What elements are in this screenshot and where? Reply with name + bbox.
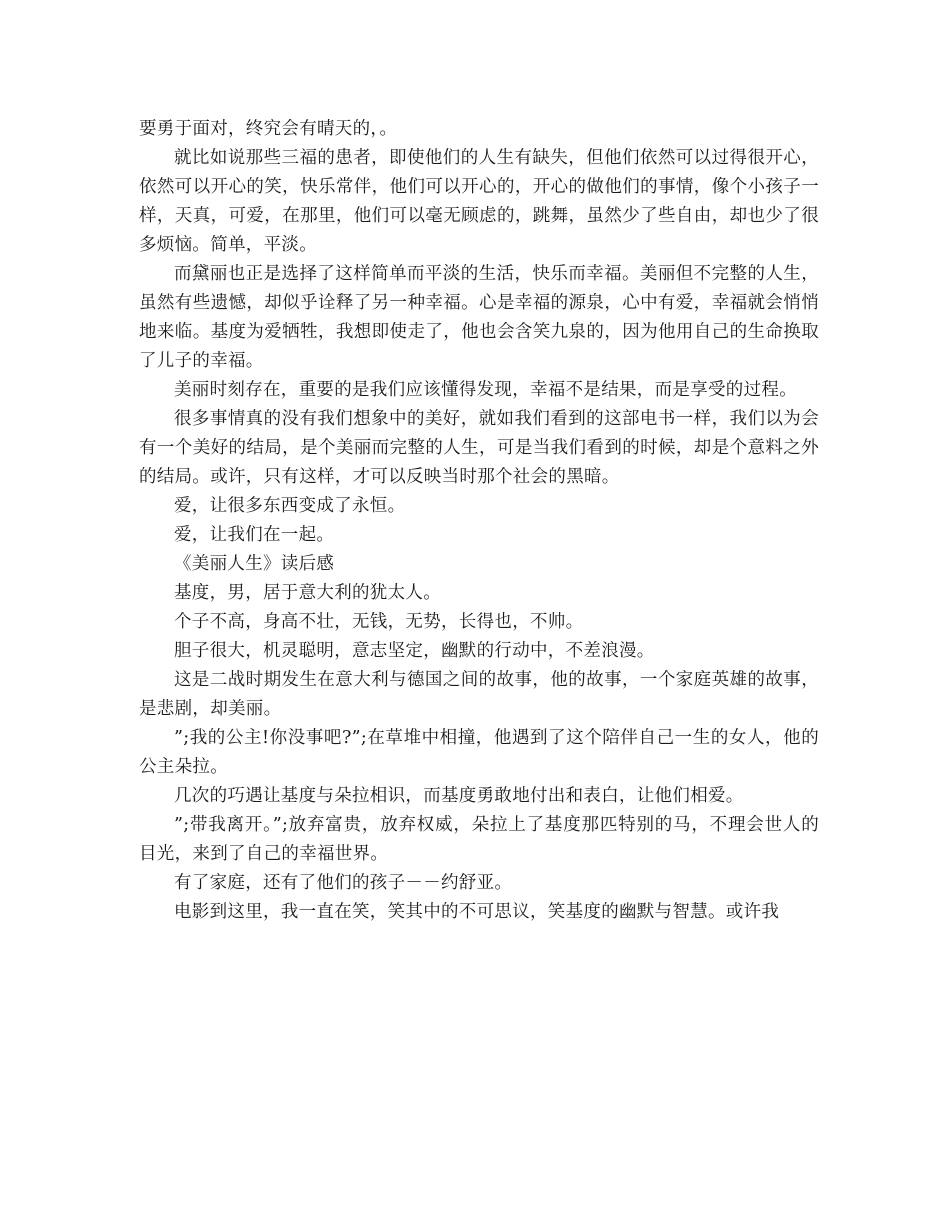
paragraph-3: 而黛丽也正是选择了这样简单而平淡的生活，快乐而幸福。美丽但不完整的人生，虽然有些遗憾，却似乎诠释了另一种幸福。心是幸福的源泉，心中有爱，幸福就会悄悄地来临。基度为爱牺牲，我想即使走了，他也会含笑九泉的，因为他用自己的生命换取了儿子的幸福。 [139, 264, 819, 371]
paragraph-10: 个子不高，身高不壮，无钱，无势，长得也，不帅。 [174, 612, 584, 632]
paragraph-16: 有了家庭，还有了他们的孩子－－约舒亚。 [174, 873, 513, 893]
paragraph-2: 就比如说那些三福的患者，即使他们的人生有缺失，但他们依然可以过得很开心，依然可以开心的笑，快乐常伴，他们可以开心的，开心的做他们的事情，像个小孩子一样，天真，可爱，在那里，他们可以毫无顾虑的，跳舞，虽然少了些自由，却也少了很多烦恼。简单，平淡。 [139, 148, 819, 255]
paragraph-17: 电影到这里，我一直在笑，笑其中的不可思议，笑基度的幽默与智慧。或许我 [174, 902, 780, 922]
paragraph-4: 美丽时刻存在，重要的是我们应该懂得发现，幸福不是结果，而是享受的过程。 [174, 380, 797, 400]
paragraph-12: 这是二战时期发生在意大利与德国之间的故事，他的故事，一个家庭英雄的故事，是悲剧，却美丽。 [139, 670, 819, 719]
document-body [139, 115, 819, 927]
paragraph-1: 要勇于面对，终究会有晴天的，。 [139, 119, 398, 139]
paragraph-14: 几次的巧遇让基度与朵拉相识，而基度勇敢地付出和表白，让他们相爱。 [174, 786, 744, 806]
paragraph-11: 胆子很大，机灵聪明，意志坚定，幽默的行动中，不差浪漫。 [174, 641, 655, 661]
paragraph-9: 基度，男，居于意大利的犹太人。 [174, 583, 441, 603]
paragraph-13: ”;我的公主!你没事吧?”;在草堆中相撞，他遇到了这个陪伴自己一生的女人，他的公主朵拉。 [139, 728, 819, 777]
paragraph-6: 爱，让很多东西变成了永恒。 [174, 496, 406, 516]
paragraph-15: ”;带我离开。”;放弃富贵，放弃权威，朵拉上了基度那匹特别的马，不理会世人的目光，来到了自己的幸福世界。 [139, 815, 819, 864]
paragraph-7: 爱，让我们在一起。 [174, 525, 335, 545]
paragraph-5: 很多事情真的没有我们想象中的美好，就如我们看到的这部电书一样，我们以为会有一个美好的结局，是个美丽而完整的人生，可是当我们看到的时候，却是个意料之外的结局。或许，只有这样，才可以反映当时那个社会的黑暗。 [139, 409, 819, 487]
section-heading: 《美丽人生》读后感 [174, 554, 335, 574]
